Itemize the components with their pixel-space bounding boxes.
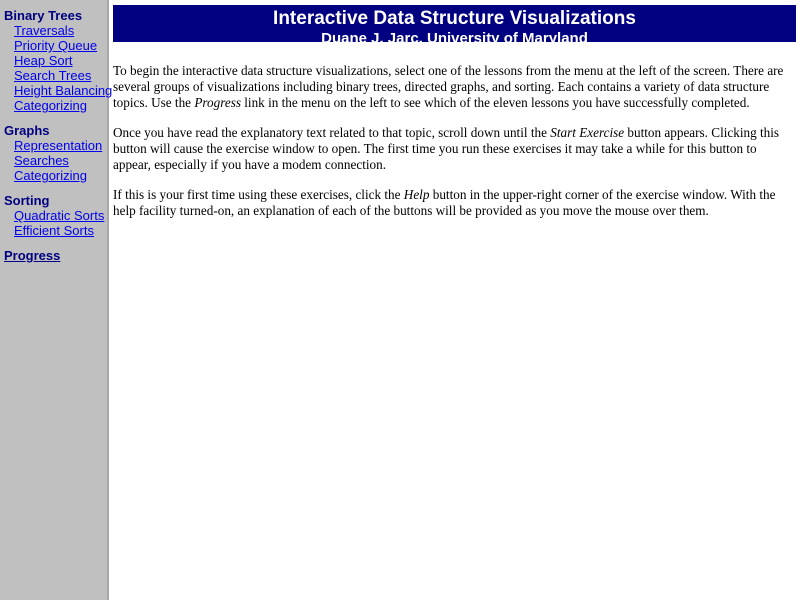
menu-section-graphs [0,123,107,183]
menu-link-representation[interactable]: Representation [14,138,103,153]
paragraph-text: link in the menu on the left to see which of the eleven lessons you have successfully completed. [240,95,750,110]
menu-link-quadratic-sorts[interactable]: Quadratic Sorts [14,208,105,223]
sidebar-menu [0,0,113,600]
page-title: Interactive Data Structure Visualizations [273,8,636,29]
emphasis-help: Help [403,187,430,202]
intro-paragraph-3 [113,187,792,219]
intro-paragraph-1 [113,63,792,111]
menu-link-heap-sort[interactable]: Heap Sort [14,53,73,68]
main-content [113,5,796,233]
menu-section-title: Graphs [4,123,50,138]
paragraph-text: button in the upper-right corner of the exercise window. With the help facility turned-on, an explanation of each of the buttons will be provided as you move the mouse over them. [113,187,776,218]
emphasis-start-exercise: Start Exercise [550,125,625,140]
menu-section-title: Binary Trees [4,8,83,23]
page-banner [113,5,796,47]
intro-paragraph-2 [113,125,792,173]
menu-link-progress[interactable]: Progress [4,248,61,263]
menu-link-priority-queue[interactable]: Priority Queue [14,38,98,53]
page-subtitle: Duane J. Jarc, University of Maryland [321,30,588,47]
emphasis-progress: Progress [194,95,241,110]
menu-section-sorting [0,193,107,238]
paragraph-text: Once you have read the explanatory text related to that topic, scroll down until the [113,125,551,140]
paragraph-text: button appears. Clicking this button will cause the exercise window to open. The first time you run these exercises it may take a while for this button to appear, especially if you have a modem connection. [113,125,780,172]
menu-link-search-trees[interactable]: Search Trees [14,68,92,83]
intro-text [113,63,796,219]
menu-link-efficient-sorts[interactable]: Efficient Sorts [14,223,94,238]
menu-section-title: Sorting [4,193,50,208]
paragraph-text: To begin the interactive data structure visualizations, select one of the lessons from the menu at the left of the screen. There are several groups of visualizations including binary trees, directed graphs, and sorting. Each contains a variety of data structure topics. Use the [113,63,784,110]
paragraph-text: If this is your first time using these exercises, click the [113,187,404,202]
menu-link-searches[interactable]: Searches [14,153,69,168]
menu-link-height-balancing[interactable]: Height Balancing [14,83,113,98]
menu-section-binary-trees [0,8,113,113]
menu-link-categorizing-trees[interactable]: Categorizing [14,98,87,113]
menu-link-categorizing-graphs[interactable]: Categorizing [14,168,87,183]
menu-link-traversals[interactable]: Traversals [14,23,75,38]
